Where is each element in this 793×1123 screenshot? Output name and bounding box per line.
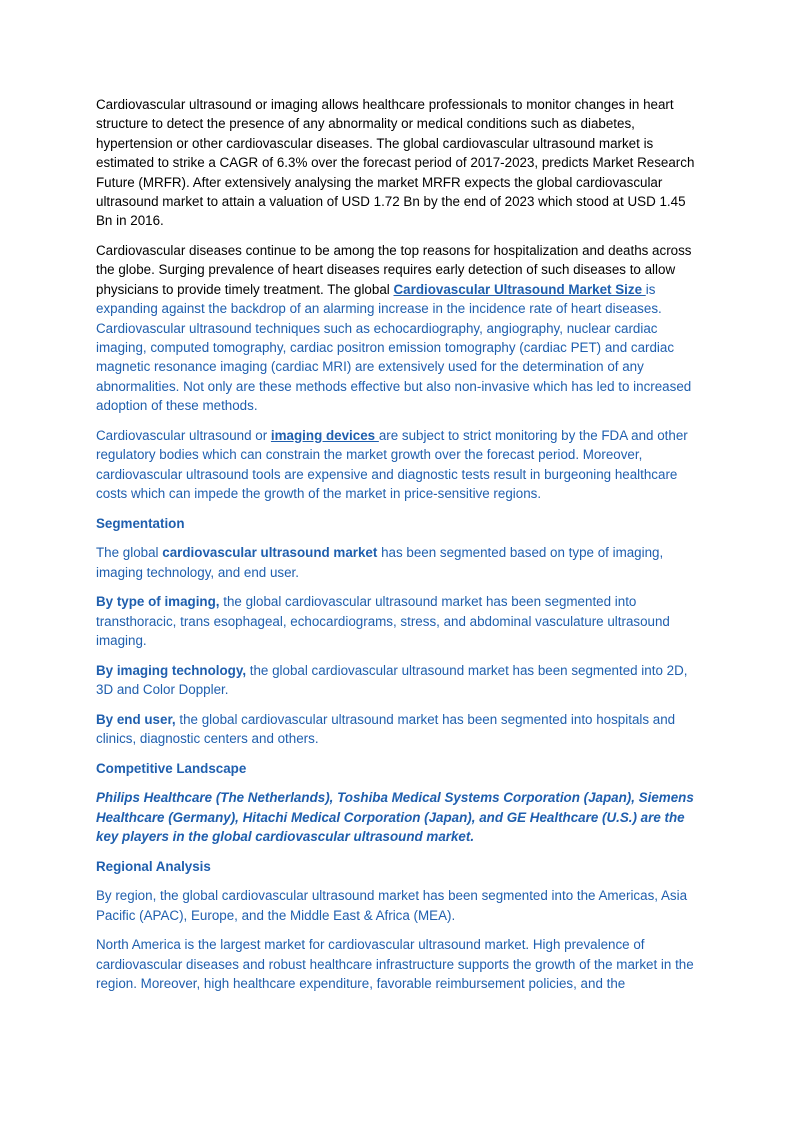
segment-type-label: By type of imaging,: [96, 594, 220, 610]
regional-heading: Regional Analysis: [96, 858, 211, 874]
segment-technology-label: By imaging technology,: [96, 662, 247, 678]
segmentation-intro-start: The global: [96, 545, 163, 561]
segment-type-text: the global cardiovascular ultrasound market has been segmented into transthoracic, trans esophageal, echocardiograms, stress, and abdominal vasculature ultrasound imaging.: [96, 594, 670, 649]
segmentation-heading: Segmentation: [96, 515, 185, 531]
regulation-text-end: are subject to strict monitoring by the FDA and other regulatory bodies which can constrain the market growth over the forecast period. Moreover, cardiovascular ultrasound tools are expensive and diagnostic tests result in burgeoning healthcare costs which can impede the growth of the market in price-sensitive regions.: [96, 427, 688, 502]
prevalence-text: Cardiovascular diseases continue to be among the top reasons for hospitalization and deaths across the globe. Surging prevalence of heart diseases requires early detection of such diseases to allow physicians to provide timely treatment. The global: [96, 243, 692, 297]
market-size-link[interactable]: Cardiovascular Ultrasound Market Size: [393, 281, 646, 297]
segment-end-user-text: the global cardiovascular ultrasound market has been segmented into hospitals and clinics, diagnostic centers and others.: [96, 711, 676, 747]
segmentation-intro: [96, 543, 698, 582]
prevalence-paragraph: [96, 241, 698, 416]
regulation-text-start: Cardiovascular ultrasound or: [96, 427, 271, 443]
segmentation-intro-bold: cardiovascular ultrasound market: [162, 545, 378, 561]
segment-technology-paragraph: [96, 661, 698, 700]
document-page: [96, 95, 698, 1004]
regional-paragraph-2: North America is the largest market for cardiovascular ultrasound market. High prevalence of cardiovascular diseases and robust healthcare infrastructure supports the growth of the market in the region. Moreover, high healthcare expenditure, favorable reimbursement policies, and the: [96, 937, 694, 992]
competitive-heading: Competitive Landscape: [96, 760, 247, 776]
segment-type-paragraph: [96, 592, 698, 650]
regional-paragraph-1: By region, the global cardiovascular ultrasound market has been segmented into the Americas, Asia Pacific (APAC), Europe, and the Middle East & Africa (MEA).: [96, 888, 688, 923]
regulation-paragraph: [96, 426, 698, 504]
segment-technology-text: the global cardiovascular ultrasound market has been segmented into 2D, 3D and Color Doppler.: [96, 662, 688, 698]
segment-end-user-paragraph: [96, 710, 698, 749]
intro-paragraph: [96, 95, 698, 231]
imaging-devices-link[interactable]: imaging devices: [270, 427, 379, 443]
segment-end-user-label: By end user,: [96, 711, 176, 727]
competitive-paragraph: Philips Healthcare (The Netherlands), Toshiba Medical Systems Corporation (Japan), Siemens Healthcare (Germany), Hitachi Medical Corporation (Japan), and GE Healthcare (U.S.) are the key players in the global cardiovascular ultrasound market.: [96, 790, 694, 845]
segmentation-intro-end: has been segmented based on type of imaging, imaging technology, and end user.: [96, 545, 664, 580]
intro-text: Cardiovascular ultrasound or imaging allows healthcare professionals to monitor changes in heart structure to detect the presence of any abnormality or medical conditions such as diabetes, hypertension or other cardiovascular diseases. The global cardiovascular ultrasound market is estimated to strike a CAGR of 6.3% over the forecast period of 2017-2023, predicts Market Research Future (MRFR). After extensively analysing the market MRFR expects the global cardiovascular ultrasound market to attain a valuation of USD 1.72 Bn by the end of 2023 which stood at USD 1.45 Bn in 2016.: [96, 97, 695, 229]
prevalence-text-continued: is expanding against the backdrop of an alarming increase in the incidence rate of heart diseases. Cardiovascular ultrasound techniques such as echocardiography, angiography, nuclear cardiac imaging, computed tomography, cardiac positron emission tomography (cardiac PET) and cardiac magnetic resonance imaging (cardiac MRI) are extensively used for the determination of any abnormalities. Not only are these methods effective but also non-invasive which has led to increased adoption of these methods.: [96, 281, 692, 414]
